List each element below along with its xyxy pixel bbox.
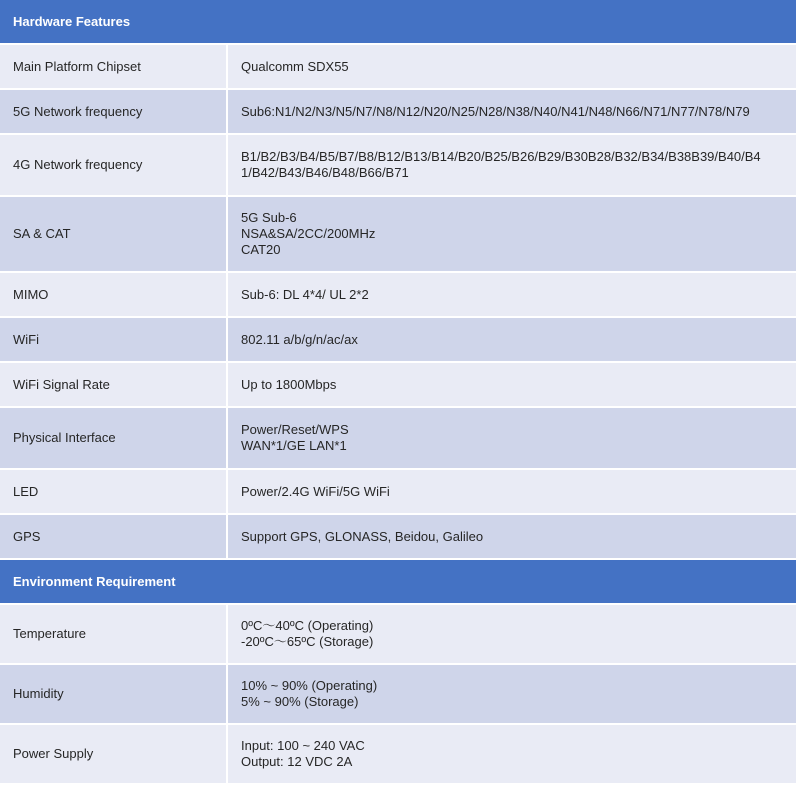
spec-value [227,89,796,134]
spec-value [227,317,796,362]
spec-label: LED [0,469,227,514]
spec-value [227,196,796,272]
spec-value-line: WAN*1/GE LAN*1 [241,438,347,453]
spec-value-line: 10% ~ 90% (Operating) [241,678,378,693]
spec-value-line: 1/B42/B43/B46/B48/B66/B71 [241,165,409,180]
spec-value-line: Support GPS, GLONASS, Beidou, Galileo [241,528,484,544]
spec-label: SA & CAT [0,196,227,272]
spec-label: Main Platform Chipset [0,44,227,89]
spec-value-line: B1/B2/B3/B4/B5/B7/B8/B12/B13/B14/B20/B25/B26/B29/B30B28/B32/B34/B38B39/B40/B4 [241,149,761,164]
spec-label: 5G Network frequency [0,89,227,134]
spec-row-wifi-rate [0,362,796,407]
spec-label: 4G Network frequency [0,134,227,196]
spec-value-line: 802.11 a/b/g/n/ac/ax [241,331,358,347]
spec-value-line: NSA&SA/2CC/200MHz [241,226,376,241]
section-title: Environment Requirement [0,559,796,604]
section-header-environment [0,559,796,604]
spec-row-sa-cat [0,196,796,272]
spec-value-line: -20ºC～65ºC (Storage) [241,634,374,649]
spec-row-temperature [0,604,796,664]
spec-row-humidity [0,664,796,724]
spec-value-line: Sub-6: DL 4*4/ UL 2*2 [241,286,369,302]
spec-label: WiFi Signal Rate [0,362,227,407]
spec-row-chipset [0,44,796,89]
spec-value [227,44,796,89]
spec-value-line: 5% ~ 90% (Storage) [241,694,359,709]
spec-value-line: Qualcomm SDX55 [241,58,349,74]
section-header-hardware [0,0,796,44]
spec-value [227,724,796,784]
spec-value [227,604,796,664]
spec-value-line: Input: 100 ~ 240 VAC [241,738,365,753]
spec-value [227,272,796,317]
spec-value [227,514,796,559]
spec-value-line: 5G Sub-6 [241,210,297,225]
spec-value [227,134,796,196]
section-title: Hardware Features [0,0,796,44]
spec-row-mimo [0,272,796,317]
spec-value [227,362,796,407]
spec-row-4g-frequency [0,134,796,196]
spec-label: Power Supply [0,724,227,784]
spec-label: MIMO [0,272,227,317]
spec-value-line: Power/Reset/WPS [241,422,349,437]
spec-value-line: CAT20 [241,242,281,257]
spec-label: Temperature [0,604,227,664]
spec-value-line: Up to 1800Mbps [241,376,337,392]
spec-row-gps [0,514,796,559]
spec-value-line: Sub6:N1/N2/N3/N5/N7/N8/N12/N20/N25/N28/N38/N40/N41/N48/N66/N71/N77/N78/N79 [241,103,750,119]
spec-value-line: Power/2.4G WiFi/5G WiFi [241,483,390,499]
spec-label: Physical Interface [0,407,227,469]
spec-row-power-supply [0,724,796,784]
spec-label: Humidity [0,664,227,724]
spec-value [227,469,796,514]
spec-label: GPS [0,514,227,559]
spec-row-5g-frequency [0,89,796,134]
spec-row-wifi [0,317,796,362]
spec-value-line: Output: 12 VDC 2A [241,754,353,769]
spec-value [227,407,796,469]
spec-row-led [0,469,796,514]
spec-value-line: 0ºC～40ºC (Operating) [241,618,374,633]
spec-label: WiFi [0,317,227,362]
spec-row-physical-interface [0,407,796,469]
spec-value [227,664,796,724]
